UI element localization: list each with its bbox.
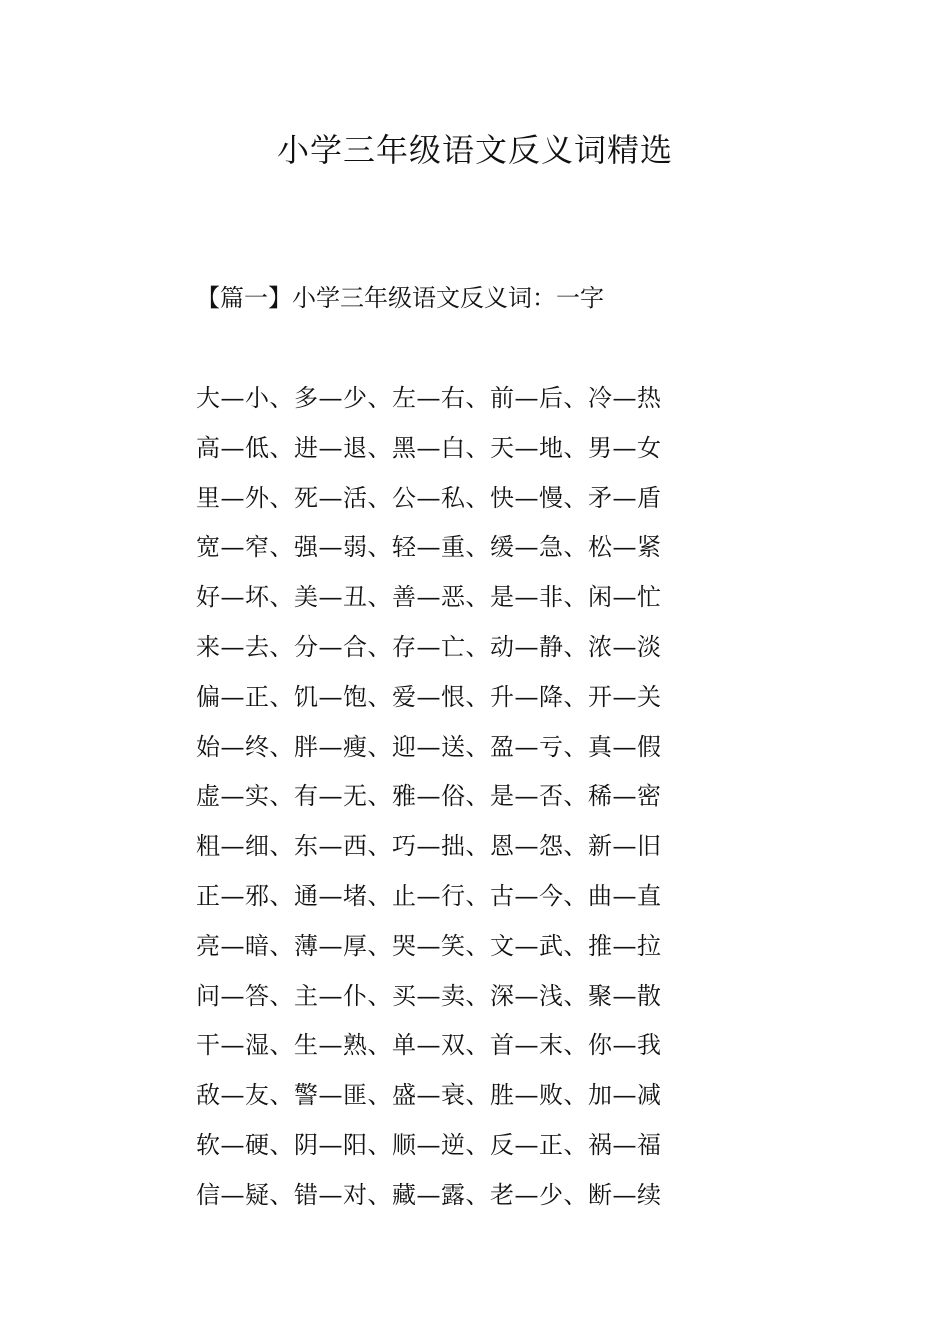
document-title: 小学三年级语文反义词精选: [276, 131, 673, 169]
antonym-line: 信—疑、错—对、藏—露、老—少、断—续: [196, 1180, 662, 1209]
antonym-line: 粗—细、东—西、巧—拙、恩—怨、新—旧: [196, 832, 662, 861]
antonym-list: [196, 376, 662, 1223]
antonym-line: 问—答、主—仆、买—卖、深—浅、聚—散: [196, 981, 662, 1010]
antonym-line: 软—硬、阴—阳、顺—逆、反—正、祸—福: [196, 1130, 662, 1159]
antonym-line: 高—低、进—退、黑—白、天—地、男—女: [196, 433, 662, 462]
antonym-line: 始—终、胖—瘦、迎—送、盈—亏、真—假: [196, 732, 662, 761]
antonym-line: 亮—暗、薄—厚、哭—笑、文—武、推—拉: [196, 931, 662, 960]
antonym-line: 好—坏、美—丑、善—恶、是—非、闲—忙: [196, 583, 662, 612]
antonym-line: 干—湿、生—熟、单—双、首—末、你—我: [196, 1031, 662, 1060]
antonym-line: 正—邪、通—堵、止—行、古—今、曲—直: [196, 881, 662, 910]
antonym-line: 大—小、多—少、左—右、前—后、冷—热: [196, 384, 662, 412]
antonym-line: 宽—窄、强—弱、轻—重、缓—急、松—紧: [196, 533, 662, 562]
antonym-line: 偏—正、饥—饱、爱—恨、升—降、开—关: [196, 682, 662, 711]
antonym-line: 里—外、死—活、公—私、快—慢、矛—盾: [196, 483, 662, 512]
antonym-line: 虚—实、有—无、雅—俗、是—否、稀—密: [196, 782, 662, 811]
antonym-line: 敌—友、警—匪、盛—衰、胜—败、加—减: [196, 1081, 662, 1110]
section-heading: 【篇一】小学三年级语文反义词：一字: [196, 284, 604, 312]
antonym-line: 来—去、分—合、存—亡、动—静、浓—淡: [196, 632, 662, 661]
